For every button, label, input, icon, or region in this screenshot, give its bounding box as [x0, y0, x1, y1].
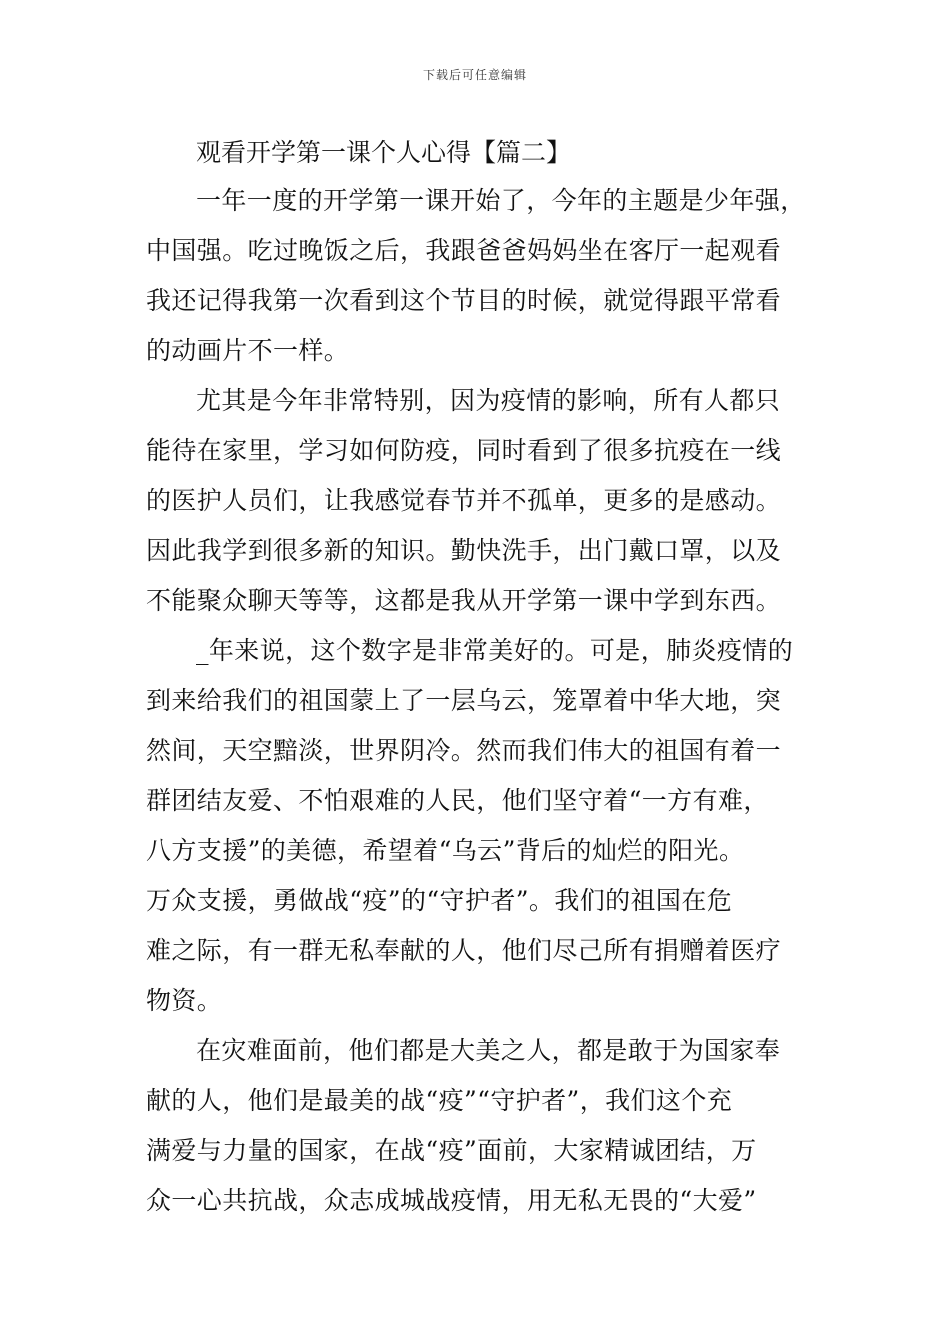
paragraph-line: 万众支援，勇做战“疫”的“守护者”。我们的祖国在危 [146, 886, 733, 915]
paragraph-line: 在灾难面前，他们都是大美之人，都是敢于为国家奉 [196, 1036, 781, 1065]
paragraph-4 [146, 1026, 836, 1226]
paragraph-line: 中国强。吃过晚饭之后，我跟爸爸妈妈坐在客厅一起观看 [146, 236, 782, 265]
paragraph-line: 群团结友爱、不怕艰难的人民，他们坚守着“一方有难， [146, 786, 769, 815]
paragraph-line: 因此我学到很多新的知识。勤快洗手，出门戴口罩，以及 [146, 536, 782, 565]
paragraph-line: 到来给我们的祖国蒙上了一层乌云，笼罩着中华大地，突 [146, 686, 782, 715]
paragraph-line: 然间，天空黯淡，世界阴冷。然而我们伟大的祖国有着一 [146, 736, 782, 765]
paragraph-line: 满爱与力量的国家，在战“疫”面前，大家精诚团结，万 [146, 1136, 757, 1165]
paragraph-line: 的医护人员们，让我感觉春节并不孤单，更多的是感动。 [146, 486, 782, 515]
paragraph-line: 不能聚众聊天等等，这都是我从开学第一课中学到东西。 [146, 586, 782, 615]
paragraph-line: 众一心共抗战，众志成城战疫情，用无私无畏的“大爱” [146, 1186, 757, 1215]
paragraph-line: 八方支援”的美德，希望着“乌云”背后的灿烂的阳光。 [146, 836, 745, 865]
document-body [146, 176, 836, 1226]
paragraph-3 [146, 626, 836, 1026]
paragraph-line: 献的人，他们是最美的战“疫”“守护者”，我们这个充 [146, 1086, 733, 1115]
paragraph-1 [146, 176, 836, 376]
paragraph-2 [146, 376, 836, 626]
paragraph-line: 尤其是今年非常特别，因为疫情的影响，所有人都只 [196, 386, 781, 415]
paragraph-line: 物资。 [146, 986, 223, 1015]
paragraph-line: 能待在家里，学习如何防疫，同时看到了很多抗疫在一线 [146, 436, 782, 465]
header-note: 下载后可任意编辑 [422, 68, 527, 82]
paragraph-line: 一年一度的开学第一课开始了，今年的主题是少年强， [196, 186, 806, 215]
paragraph-line: _年来说，这个数字是非常美好的。可是，肺炎疫情的 [196, 636, 794, 665]
paragraph-line: 难之际，有一群无私奉献的人，他们尽己所有捐赠着医疗 [146, 936, 782, 965]
paragraph-line: 的动画片不一样。 [146, 336, 350, 365]
paragraph-line: 我还记得我第一次看到这个节目的时候，就觉得跟平常看 [146, 286, 782, 315]
document-title: 观看开学第一课个人心得【篇二】 [196, 138, 572, 167]
